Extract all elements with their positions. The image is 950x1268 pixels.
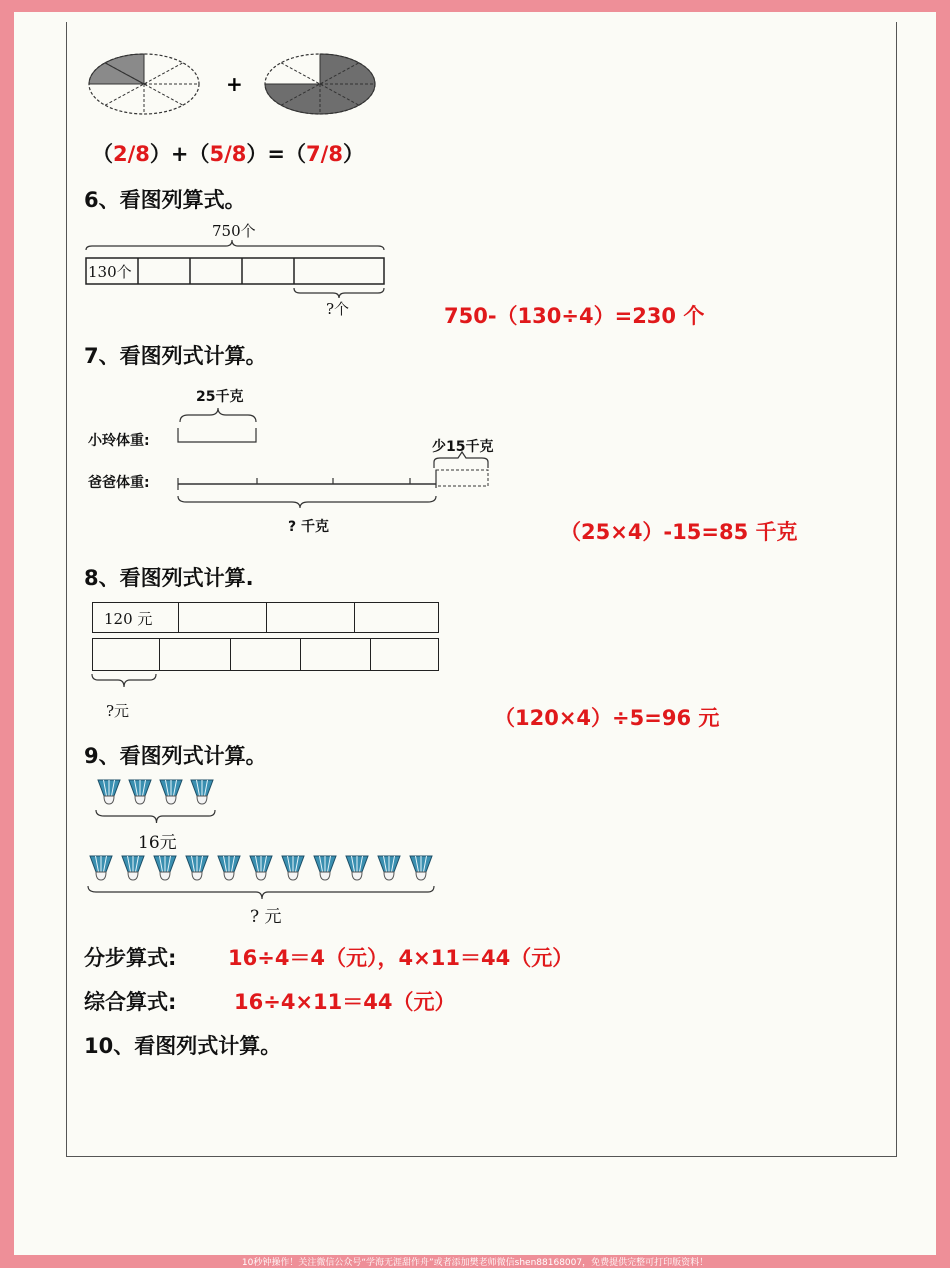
shuttlecock-icon	[186, 856, 208, 880]
shuttlecock-icon	[90, 856, 112, 880]
q7-less-label: 少15千克	[432, 439, 494, 455]
shuttlecock-icon	[250, 856, 272, 880]
q7-answer: （25×4）-15=85 千克	[560, 520, 798, 544]
q8-first-cell: 120 元	[104, 610, 153, 628]
q9-step-answer: 16÷4＝4（元），4×11＝44（元）	[228, 946, 574, 970]
q7-heading: 7、看图列式计算。	[84, 344, 267, 368]
plus-sign: +	[226, 72, 243, 96]
group-brace	[96, 810, 215, 823]
q7-top-label: 25千克	[196, 389, 244, 405]
q9-combined-answer: 16÷4×11＝44（元）	[234, 990, 456, 1014]
q8-bar-bottom-cell	[230, 638, 301, 671]
shuttlecock-icon	[160, 780, 182, 804]
q8-heading: 8、看图列式计算.	[84, 566, 254, 590]
q9-group-label: 16元	[138, 833, 177, 853]
q8-bar-bottom-cell	[370, 638, 439, 671]
paren: ）+（	[149, 142, 210, 166]
q6-answer: 750-（130÷4）=230 个	[444, 304, 705, 328]
shuttlecock-icon	[98, 780, 120, 804]
shuttlecock-icon	[191, 780, 213, 804]
shuttlecock-icon	[154, 856, 176, 880]
q7-question-label: ? 千克	[288, 519, 329, 535]
q9-shuttlecocks-large	[84, 854, 444, 902]
fraction-circle-left	[89, 54, 199, 114]
q9-shuttlecocks-small	[92, 778, 232, 826]
shuttlecock-icon	[129, 780, 151, 804]
q9-question-label: ? 元	[250, 907, 282, 927]
group-brace	[88, 886, 434, 899]
paren: ）=（	[246, 142, 307, 166]
paren: ）	[342, 142, 364, 166]
fraction-left: 2/8	[113, 142, 150, 166]
q6-heading: 6、看图列算式。	[84, 188, 246, 212]
fraction-circle-right	[265, 54, 375, 114]
q6-question-label: ?个	[326, 300, 350, 318]
q7-diagram	[170, 400, 500, 520]
shuttlecock-icon	[346, 856, 368, 880]
q7-row2-label: 爸爸体重:	[88, 475, 150, 491]
q8-bar-top-cell	[266, 602, 355, 633]
shuttlecock-icon	[378, 856, 400, 880]
q8-bar-bottom-cell	[159, 638, 231, 671]
q8-bar-bottom-cell	[300, 638, 371, 671]
q6-total-label: 750个	[212, 222, 256, 240]
q8-bar-top-cell	[178, 602, 267, 633]
q6-first-cell: 130个	[88, 263, 132, 281]
fraction-equation	[92, 138, 364, 168]
shuttlecock-icon	[410, 856, 432, 880]
q9-combined-label: 综合算式:	[84, 990, 177, 1014]
q8-bar-top-cell	[354, 602, 439, 633]
paren: （	[92, 142, 113, 166]
fraction-result: 7/8	[306, 142, 343, 166]
shuttlecock-icon	[282, 856, 304, 880]
q9-heading: 9、看图列式计算。	[84, 744, 267, 768]
q10-heading: 10、看图列式计算。	[84, 1034, 282, 1058]
q7-row1-label: 小玲体重:	[88, 433, 150, 449]
q8-answer: （120×4）÷5=96 元	[494, 706, 720, 730]
q9-step-label: 分步算式:	[84, 946, 177, 970]
shuttlecock-icon	[314, 856, 336, 880]
shuttlecock-icon	[218, 856, 240, 880]
shuttlecock-icon	[122, 856, 144, 880]
q8-question-label: ?元	[106, 702, 130, 720]
fraction-right: 5/8	[209, 142, 247, 166]
q8-brace	[88, 672, 168, 694]
footer-note: 10秒钟操作！关注微信公众号“学海无涯甜作舟”或者添加樊老师微信shen88168007，免费提供完整可打印版资料！	[241, 1258, 709, 1268]
